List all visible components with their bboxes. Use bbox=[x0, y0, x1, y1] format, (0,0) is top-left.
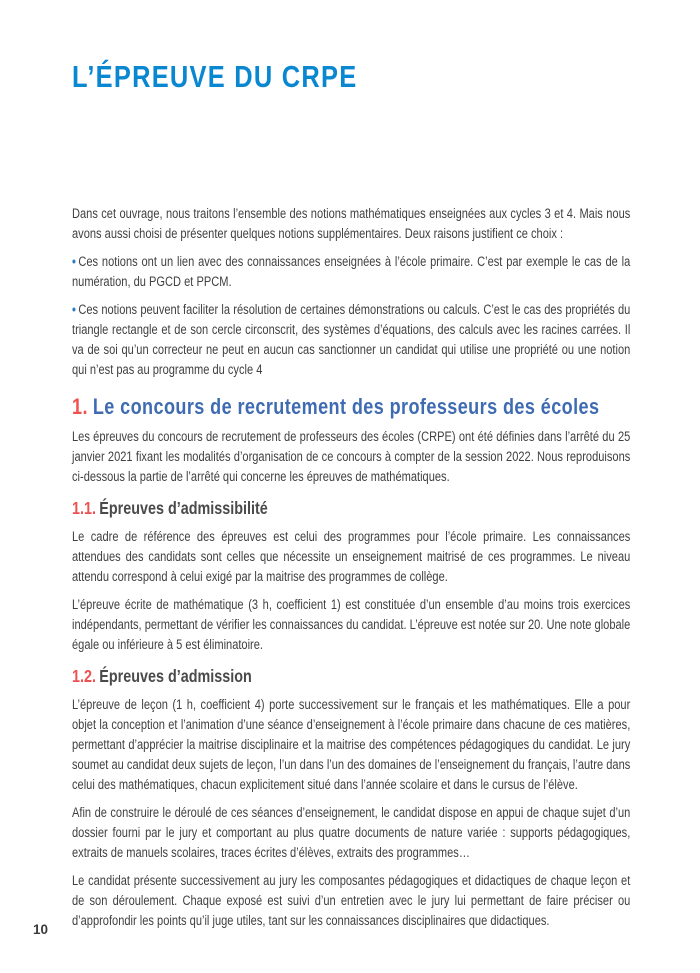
subsection-title: Épreuves d’admission bbox=[99, 666, 252, 687]
paragraph: Le cadre de référence des épreuves est celui des programmes pour l’école primaire. Les connaissances attendues des candidats sont celles que nécessite un enseignement maitrisé de ces programmes. Le niveau attendu correspond à celui exigé par la maitrise des programmes de collège. bbox=[72, 529, 631, 585]
intro-paragraph: Dans cet ouvrage, nous traitons l’ensemble des notions mathématiques enseignées aux cycles 3 et 4. Mais nous avons aussi choisi de présenter quelques notions supplémentaires. Deux raisons justifient ce choix : bbox=[72, 206, 631, 242]
subsection-number: 1.1. bbox=[72, 498, 96, 519]
chapter-title: L’ÉPREUVE DU CRPE bbox=[72, 59, 358, 94]
page-number: 10 bbox=[33, 922, 49, 937]
subsection-number: 1.2. bbox=[72, 666, 96, 687]
subsection-heading-admissibilite bbox=[72, 498, 630, 519]
page-content bbox=[72, 60, 630, 931]
bullet-item bbox=[72, 252, 630, 292]
subsection-title: Épreuves d’admissibilité bbox=[99, 498, 268, 519]
paragraph: L’épreuve de leçon (1 h, coefficient 4) porte successivement sur le français et les mathématiques. Elle a pour objet la conception et l’animation d’une séance d’enseignement à l’école primaire dans chacune de ces matières, permettant d’apprécier la maitrise disciplinaire et la maitrise des compétences pédagogiques du candidat. Le jury soumet au candidat deux sujets de leçon, l’un dans l’un des domaines de l’enseignement du français, l’autre dans celui des mathématiques, chacun explicitement situé dans l’année scolaire et dans le cursus de l’élève. bbox=[72, 697, 631, 793]
bullet-icon: • bbox=[72, 254, 76, 270]
bullet-text: Ces notions ont un lien avec des connaissances enseignées à l’école primaire. C’est par exemple le cas de la numération, du PGCD et PPCM. bbox=[72, 254, 631, 290]
paragraph: Afin de construire le déroulé de ces séances d’enseignement, le candidat dispose en appui de chaque sujet d’un dossier fourni par le jury et comportant au plus quatre documents de nature variée : supports pédagogiques, extraits de manuels scolaires, traces écrites d’élèves, extraits des programmes… bbox=[72, 805, 631, 861]
subsection-heading-admission bbox=[72, 666, 630, 687]
section-title: Le concours de recrutement des professeurs des écoles bbox=[92, 394, 600, 420]
bullet-icon: • bbox=[72, 302, 76, 318]
bullet-text: Ces notions peuvent faciliter la résolution de certaines démonstrations ou calculs. C’est le cas des propriétés du triangle rectangle et de son cercle circonscrit, des systèmes d’équations, des calculs avec les racines carrées. Il va de soi qu’un correcteur ne peut en aucun cas sanctionner un candidat qui utilise une propriété ou une notion qui n’est pas au programme du cycle 4 bbox=[72, 302, 631, 378]
section-heading bbox=[72, 394, 630, 419]
section-intro-paragraph: Les épreuves du concours de recrutement de professeurs des écoles (CRPE) ont été définies dans l’arrêté du 25 janvier 2021 fixant les modalités d’organisation de ce concours à compter de la session 2022. Nous reproduisons ci-dessous la partie de l’arrêté qui concerne les épreuves de mathématiques. bbox=[72, 429, 631, 485]
paragraph: Le candidat présente successivement au jury les composantes pédagogiques et didactiques de chaque leçon et de son déroulement. Chaque exposé est suivi d’un entretien avec le jury lui permettant de faire préciser ou d’approfondir les points qu’il juge utiles, tant sur les connaissances disciplinaires que didactiques. bbox=[72, 873, 631, 929]
bullet-item bbox=[72, 300, 630, 380]
paragraph: L’épreuve écrite de mathématique (3 h, coefficient 1) est constituée d’un ensemble d’au moins trois exercices indépendants, permettant de vérifier les connaissances du candidat. L’épreuve est notée sur 20. Une note globale égale ou inférieure à 5 est éliminatoire. bbox=[72, 597, 631, 653]
section-number: 1. bbox=[72, 394, 88, 420]
